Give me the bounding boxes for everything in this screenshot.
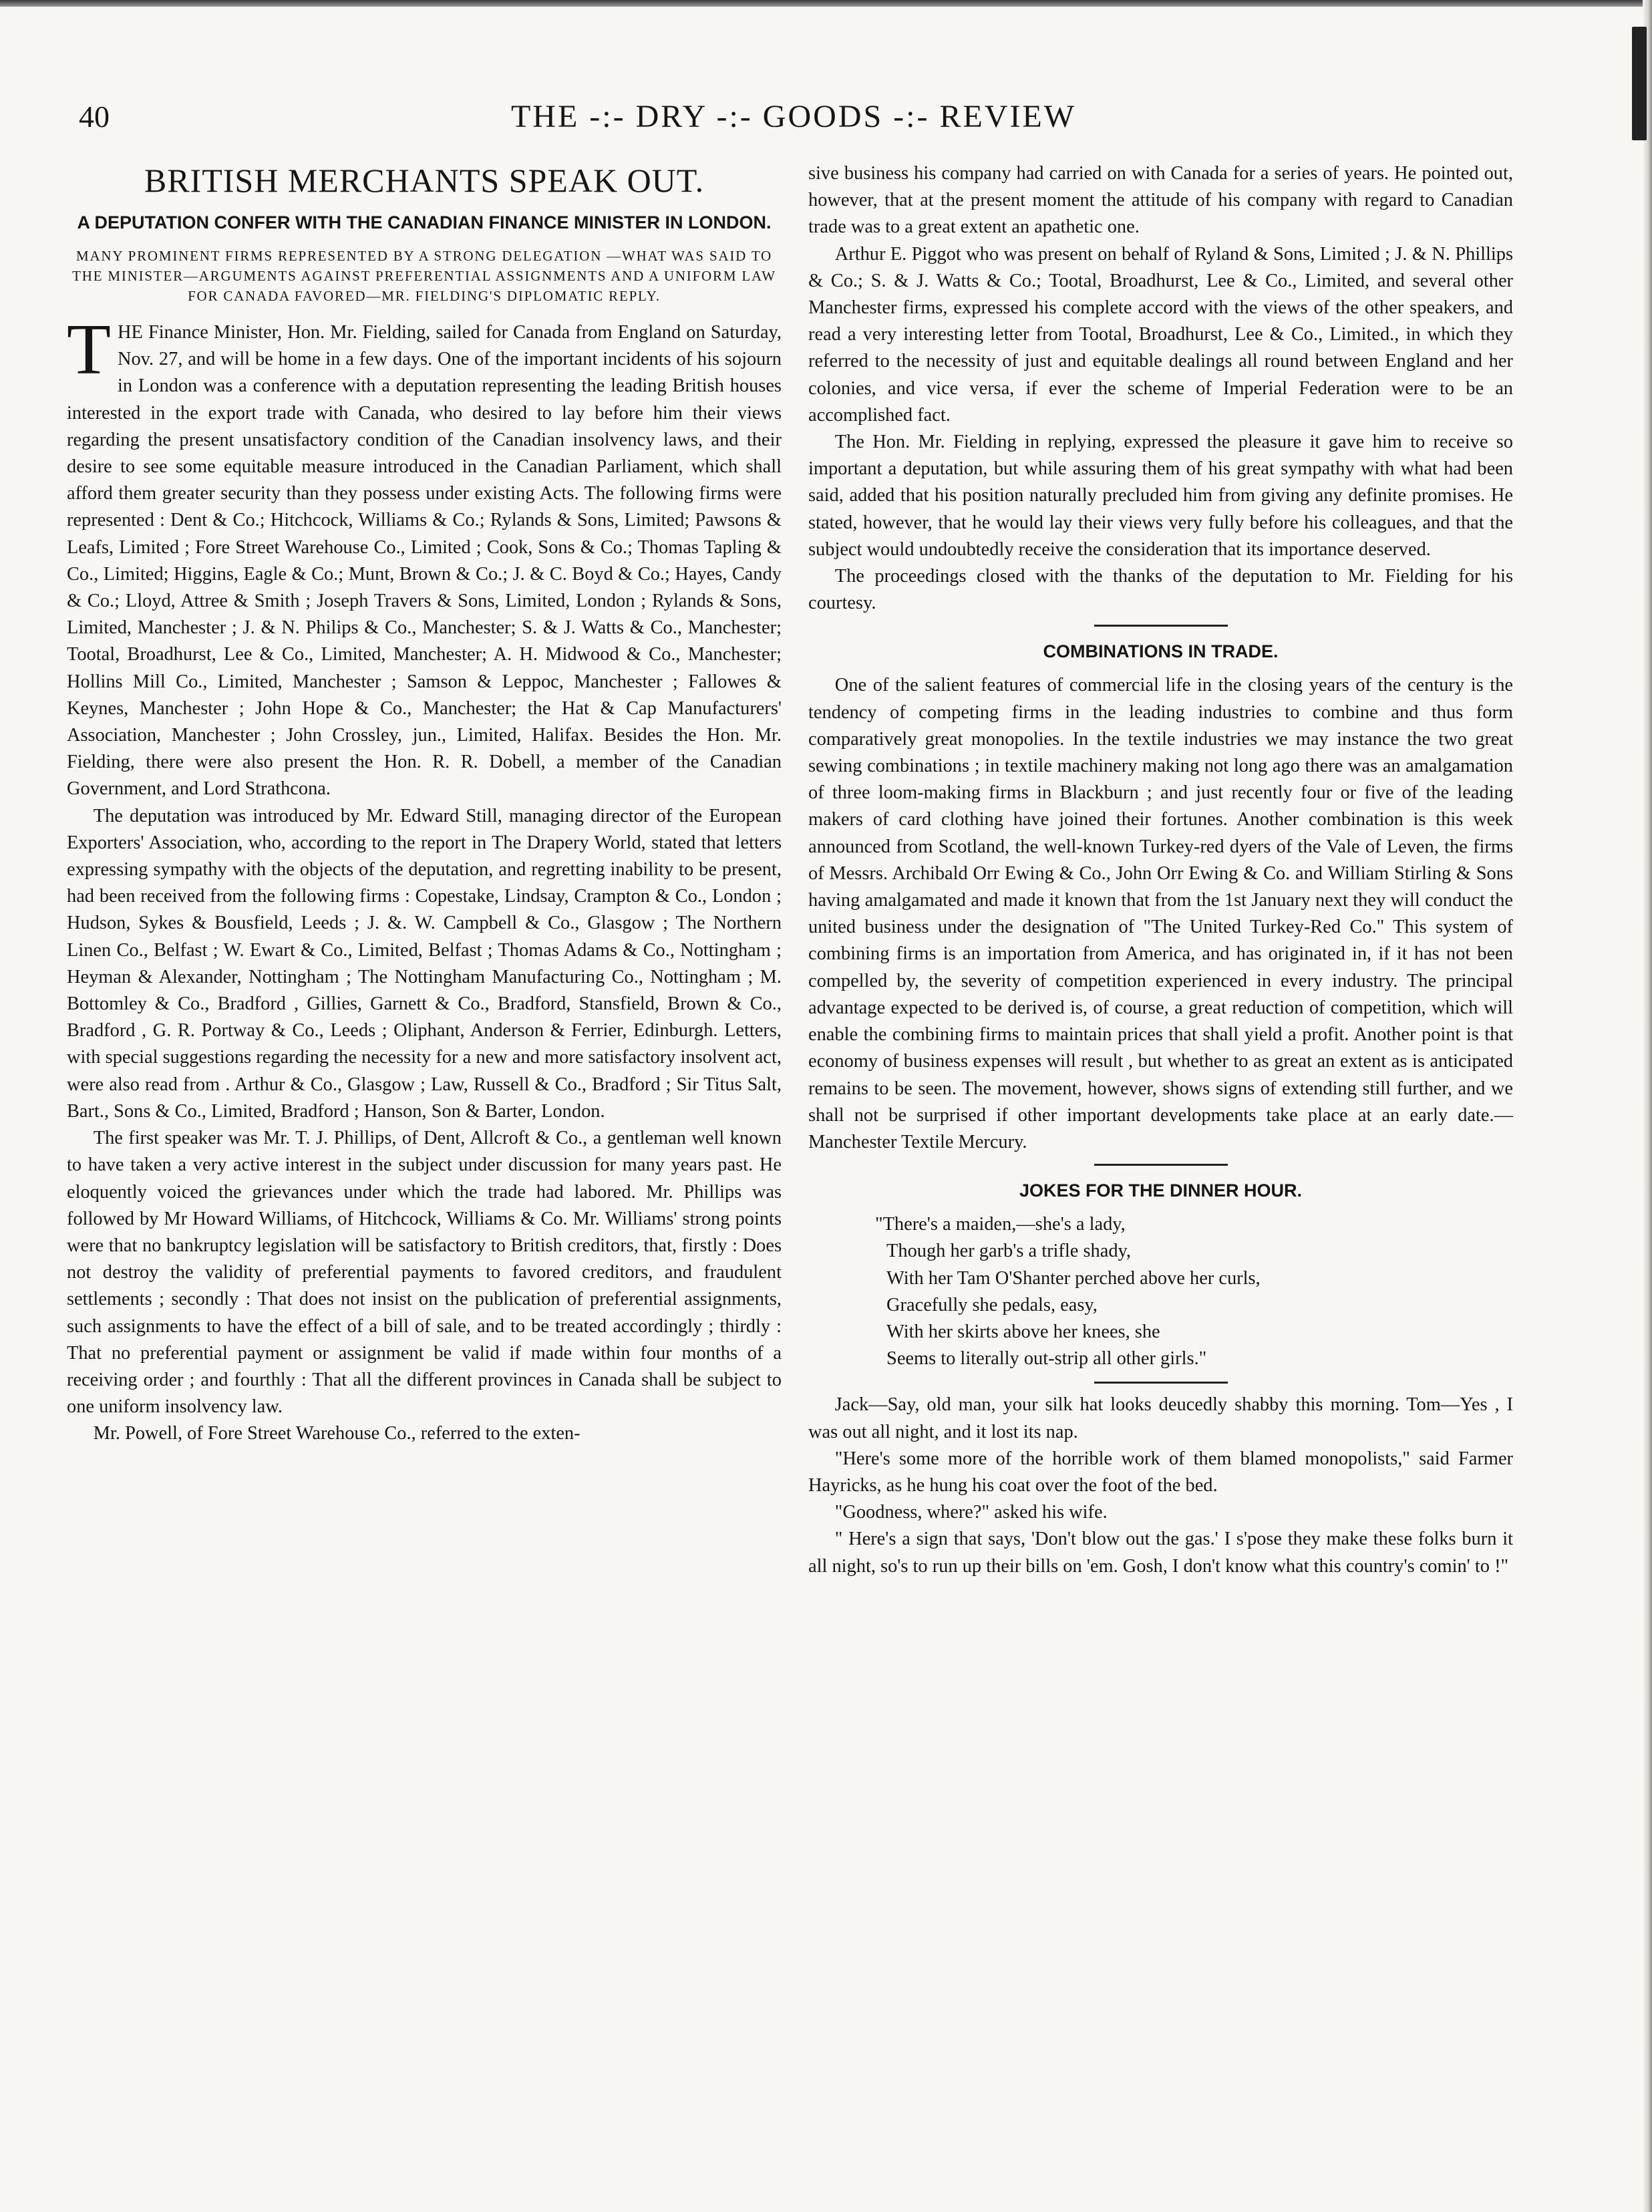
- article-paragraph-continued: sive business his company had carried on with Canada for a series of years. He pointed out, however, that at the present moment the attitude of his company with regard to Canadian trade was to a great extent an apathetic one.: [808, 163, 1513, 238]
- section-divider: [1094, 1382, 1228, 1384]
- page-number: 40: [79, 100, 110, 134]
- article-paragraph: [67, 310, 782, 803]
- article-paragraph: [67, 1420, 782, 1447]
- section-divider: [1094, 1164, 1228, 1166]
- binding-mark: [1632, 27, 1647, 140]
- article-paragraph: The first speaker was Mr. T. J. Phillips, of Dent, Allcroft & Co., a gentleman well known to have taken a very active interest in the subject under discussion for many years past. He eloquently voiced the grievances under which the trade had labored. Mr. Phillips was followed by Mr Howard Williams, of Hitchcock, Williams & Co. Mr. Williams' strong points were that no bankruptcy legislation will be satisfactory to British creditors, that, firstly : Does not destroy the validity of preferential payments to favored creditors, and fraudulent settlements ; secondly : That does not insist on the publication of preferential assignments, such assignments to have the effect of a bill of sale, and to be treated accordingly ; thirdly : That no preferential payment or assignment be valid if made within four months of a receiving order ; and fourthly : That all the different provinces in Canada shall be subject to one uniform insolvency law.: [67, 1128, 782, 1418]
- page-right-edge: [1643, 0, 1652, 2212]
- joke-paragraph: "Here's some more of the horrible work of them blamed monopolists," said Farmer Hayricks, as he hung his coat over the foot of the bed.: [808, 1448, 1513, 1496]
- paragraph-text-start: Mr. Powell, of Fore Street Warehouse Co., referred to the exten-: [93, 1423, 581, 1444]
- section-divider: [1094, 625, 1228, 627]
- running-head: [79, 94, 1508, 140]
- section-heading: COMBINATIONS IN TRADE.: [1043, 641, 1279, 662]
- verse-line: With her skirts above her knees, she: [886, 1321, 1160, 1342]
- article-headline: BRITISH MERCHANTS SPEAK OUT.: [144, 162, 705, 199]
- joke-paragraph: " Here's a sign that says, 'Don't blow out the gas.' I s'pose they make these folks burn it all night, so's to run up their bills on 'em. Gosh, I don't know what this country's comin' to !": [808, 1529, 1513, 1577]
- verse-line: Seems to literally out-strip all other girls.": [886, 1348, 1207, 1370]
- masthead: THE -:- DRY -:- GOODS -:- REVIEW: [510, 99, 1077, 134]
- article-subhead: A DEPUTATION CONFER WITH THE CANADIAN FINANCE MINISTER IN LONDON.: [77, 212, 772, 232]
- verse-line: Though her garb's a trifle shady,: [886, 1241, 1131, 1262]
- section-heading: JOKES FOR THE DINNER HOUR.: [1019, 1180, 1303, 1201]
- article-paragraph: The proceedings closed with the thanks of the deputation to Mr. Fielding for his courtesy.: [808, 566, 1513, 614]
- drop-cap: T: [67, 310, 111, 389]
- right-column: [808, 160, 1513, 1580]
- article-deck: MANY PROMINENT FIRMS REPRESENTED BY A STRONG DELEGATION —WHAT WAS SAID TO THE MINISTER—ARGUMENTS AGAINST PREFERENTIAL ASSIGNMENTS AND A UNIFORM LAW FOR CANADA FAVORED—MR. FIELDING'S DIPLOMATIC REPLY.: [72, 248, 776, 304]
- joke-paragraph: "Goodness, where?" asked his wife.: [834, 1502, 1108, 1523]
- page-top-edge: [0, 0, 1652, 7]
- paragraph-text: HE Finance Minister, Hon. Mr. Fielding, sailed for Canada from England on Saturday, Nov. 27, and will be home in a few days. One of the important incidents of his sojourn in London was a conference with a deputation representing the leading British houses interested in the export trade with Canada, who desired to lay before him their views regarding the present unsatisfactory condition of the Canadian insolvency laws, and their desire to see some equitable measure introduced in the Canadian Parliament, which shall afford them greater security than they possess under existing Acts. The following firms were represented : Dent & Co.; Hitchcock, Williams & Co.; Rylands & Sons, Limited; Pawsons & Leafs, Limited ; Fore Street Warehouse Co., Limited ; Cook, Sons & Co.; Thomas Tapling & Co., Limited; Higgins, Eagle & Co.; Munt, Brown & Co.; J. & C. Boyd & Co.; Hayes, Candy & Co.; Lloyd, Attree & Smith ; Joseph Travers & Sons, Limited, London ; Rylands & Sons, Limited, Manchester ; J. & N. Philips & Co., Manchester; S. & J. Watts & Co., Manchester; Tootal, Broadhurst, Lee & Co., Limited, Manchester; A. H. Midwood & Co., Manchester; Hollins Mill Co., Limited, Manchester ; Samson & Leppoc, Manchester ; Fallowes & Keynes, Manchester ; John Hope & Co., Manchester; the Hat & Cap Manufacturers' Association, Manchester ; John Crossley, jun., Limited, Halifax. Besides the Hon. Mr. Fielding, there were also present the Hon. R. R. Dobell, a member of the Canadian Government, and Lord Strathcona.: [67, 322, 782, 800]
- verse-line: "There's a maiden,—she's a lady,: [875, 1214, 1126, 1235]
- verse-block: [875, 1211, 1513, 1372]
- article-paragraph: The deputation was introduced by Mr. Edward Still, managing director of the European Exporters' Association, who, according to the report in The Drapery World, stated that letters expressing sympathy with the objects of the deputation, and regretting inability to be present, had been received from the following firms : Copestake, Lindsay, Crampton & Co., London ; Hudson, Sykes & Bousfield, Leeds ; J. &. W. Campbell & Co., Glasgow ; The Northern Linen Co., Belfast ; W. Ewart & Co., Limited, Belfast ; Thomas Adams & Co., Nottingham ; Heyman & Alexander, Nottingham ; The Nottingham Manufacturing Co., Nottingham ; M. Bottomley & Co., Bradford , Gillies, Garnett & Co., Bradford, Stansfield, Brown & Co., Bradford , G. R. Portway & Co., Leeds ; Oliphant, Anderson & Ferrier, Edinburgh. Letters, with special suggestions regarding the necessity for a new and more satisfactory insolvent act, were also read from . Arthur & Co., Glasgow ; Law, Russell & Co., Bradford ; Sir Titus Salt, Bart., Sons & Co., Limited, Bradford ; Hanson, Son & Barter, London.: [67, 805, 782, 1122]
- left-column: [67, 160, 782, 1448]
- verse-line: With her Tam O'Shanter perched above her curls,: [886, 1267, 1261, 1289]
- verse-line: Gracefully she pedals, easy,: [886, 1294, 1098, 1315]
- article-paragraph: Arthur E. Piggot who was present on behalf of Ryland & Sons, Limited ; J. & N. Phillips & Co.; S. & J. Watts & Co.; Tootal, Broadhurst, Lee & Co., Limited, and several other Manchester firms, expressed his complete accord with the views of the other speakers, and read a very interesting letter from Tootal, Broadhurst, Lee & Co., Limited., in which they referred to the necessity of just and equitable dealings all round between England and her colonies, and vice versa, if ever the scheme of Imperial Federation were to be an accomplished fact.: [808, 243, 1513, 426]
- article-paragraph: One of the salient features of commercial life in the closing years of the century is the tendency of competing firms in the leading industries to combine and thus form comparatively great monopolies. In the textile industries we may instance the two great sewing combinations ; in textile machinery making not long ago there was an amalgamation of three loom-making firms in Blackburn ; and just recently four or five of the leading makers of card clothing have joined their fortunes. Another combination is this week announced from Scotland, the well-known Turkey-red dyers of the Vale of Leven, the firms of Messrs. Archibald Orr Ewing & Co., John Orr Ewing & Co. and William Stirling & Sons having amalgamated and made it known that from the 1st January next they will conduct the united business under the designation of "The United Turkey-Red Co." This system of combining firms is an importation from America, and has originated in, if it has not been compelled by, the severity of competition experienced in every industry. The principal advantage expected to be derived is, of course, a great reduction of competition, which will enable the combining firms to maintain prices that shall yield a profit. Another point is that economy of business expenses will result , but whether to as great an extent as is anticipated remains to be seen. The movement, however, shows signs of extending still further, and we shall not be surprised if other important developments take place at an early date.—Manchester Textile Mercury.: [808, 675, 1513, 1152]
- joke-paragraph: Jack—Say, old man, your silk hat looks deucedly shabby this morning. Tom—Yes , I was out all night, and it lost its nap.: [808, 1394, 1513, 1442]
- article-paragraph: The Hon. Mr. Fielding in replying, expressed the pleasure it gave him to receive so important a deputation, but while assuring them of his great sympathy with what had been said, added that his position naturally precluded him from giving any definite promises. He stated, however, that he would lay their views very fully before his colleagues, and that the subject would undoubtedly receive the consideration that its importance deserved.: [808, 432, 1513, 560]
